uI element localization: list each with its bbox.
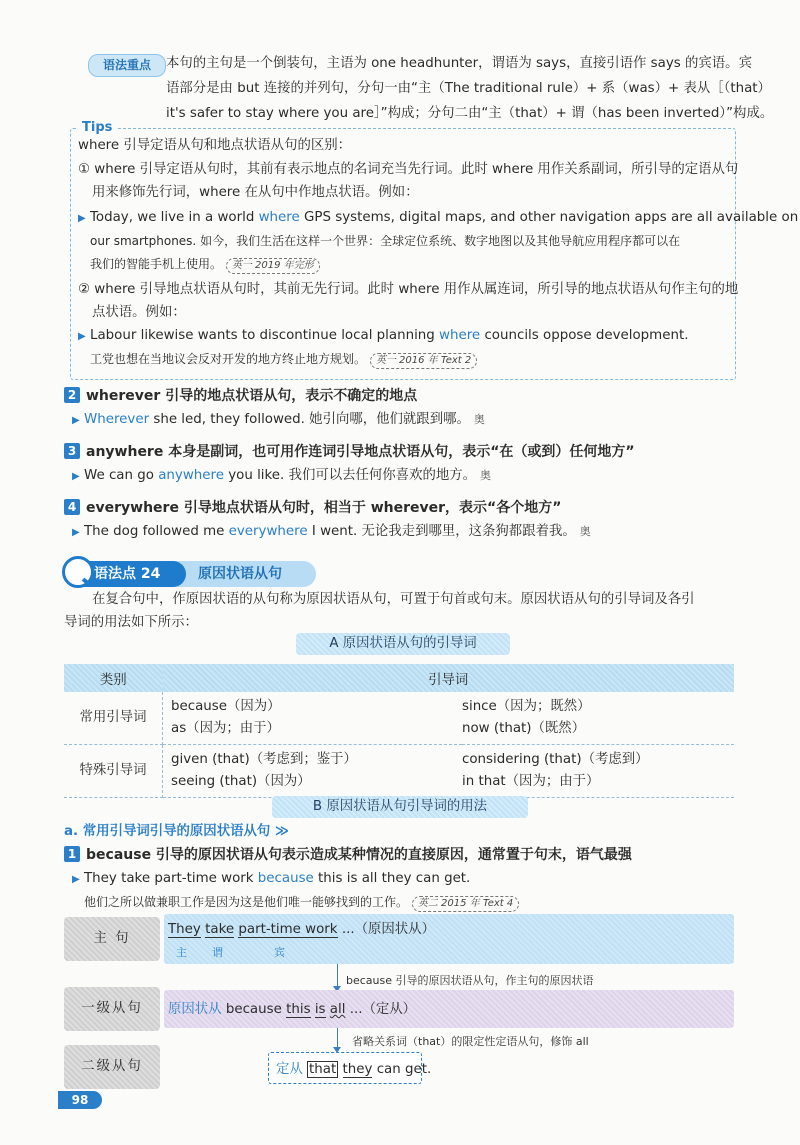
mark-badge: 奥 bbox=[473, 413, 485, 426]
table-row bbox=[64, 692, 734, 745]
keyword: where bbox=[439, 328, 481, 343]
connectives-table bbox=[64, 664, 734, 798]
level2-clause-label: 二级从句 bbox=[64, 1045, 160, 1089]
item-title: everywhere 引导地点状语从句时，相当于 wherever，表示“各个地方” bbox=[86, 500, 562, 516]
example-text: she led, they followed. 她引向哪，他们就跟到哪。 bbox=[149, 412, 470, 427]
tips-line: ① where 引导定语从句时，其前有表示地点的名词充当先行词。此时 where 用作关系副词，所引导的定语从句 bbox=[78, 162, 739, 177]
tips-point-1 bbox=[78, 158, 738, 204]
example-text: this is all they can get. bbox=[313, 871, 471, 886]
example-text: The dog followed me bbox=[84, 524, 229, 539]
table-cell-category: 特殊引导词 bbox=[64, 745, 163, 798]
triangle-bullet-icon: ▶ bbox=[72, 527, 80, 538]
table-row bbox=[64, 745, 734, 798]
item-title: because 引导的原因状语从句表示造成某种情况的直接原因，通常置于句末，语气最强 bbox=[86, 847, 632, 863]
clause-tag: 原因状从 bbox=[168, 1002, 222, 1017]
tips-example-2 bbox=[78, 324, 688, 371]
example-text: We can go bbox=[84, 468, 159, 483]
example-translation: 工党也想在当地议会反对开发的地方终止地方规划。 bbox=[90, 352, 367, 366]
table-title: A 原因状语从句的引导词 bbox=[296, 633, 510, 655]
keyword: anywhere bbox=[158, 468, 224, 483]
level2-clause-text bbox=[276, 1058, 431, 1077]
level1-clause-text bbox=[168, 998, 416, 1017]
connector-line bbox=[337, 964, 338, 988]
tips-point-2 bbox=[78, 278, 738, 324]
item-number: 2 bbox=[64, 387, 80, 403]
section-banner bbox=[64, 561, 316, 587]
example-text: you like. 我们可以去任何你喜欢的地方。 bbox=[223, 468, 477, 483]
table-header-category: 类别 bbox=[64, 664, 163, 692]
triangle-bullet-icon: ▶ bbox=[72, 874, 80, 885]
item-2 bbox=[64, 384, 485, 433]
grammar-focus-line: 语部分是由 but 连接的并列句，分句一由“主（The traditional rule）+ 系（was）+ 表从［（that） bbox=[166, 81, 771, 96]
tips-example-1 bbox=[78, 206, 798, 276]
clause-verb: can get. bbox=[376, 1062, 432, 1077]
role-object: 宾 bbox=[274, 946, 285, 959]
intro-line: 在复合句中，作原因状语的从句称为原因状语从句，可置于句首或句末。原因状语从句的引导词及各引 bbox=[92, 592, 695, 607]
main-subject: They bbox=[168, 922, 201, 937]
example-translation: 我们的智能手机上使用。 bbox=[90, 257, 223, 271]
source-badge: 英一 2019 年完形 bbox=[226, 258, 320, 274]
source-badge: 英二 2015 年 Text 4 bbox=[412, 896, 519, 912]
clause-verb: is bbox=[314, 1002, 326, 1017]
tips-intro: where 引导定语从句和地点状语从句的区别： bbox=[78, 138, 352, 153]
example-text: They take part-time work bbox=[84, 871, 258, 886]
example-text: councils oppose development. bbox=[480, 328, 689, 343]
double-chevron-down-icon: ≫ bbox=[270, 824, 289, 839]
item-title: wherever 引导的地点状语从句，表示不确定的地点 bbox=[86, 388, 418, 404]
table-cell: because（因为） bbox=[171, 699, 281, 714]
role-subject: 主 bbox=[176, 946, 187, 959]
keyword: Wherever bbox=[84, 412, 150, 427]
usage-title: B 原因状语从句引导词的用法 bbox=[272, 796, 528, 818]
table-header-words: 引导词 bbox=[163, 664, 735, 692]
grammar-focus-tag: 语法重点 bbox=[88, 54, 166, 77]
item-number: 1 bbox=[64, 846, 80, 862]
triangle-bullet-icon: ▶ bbox=[72, 415, 80, 426]
diagram-note: 省略关系词（that）的限定性定语从句，修饰 all bbox=[352, 1035, 589, 1048]
usage-sub-a bbox=[64, 822, 289, 842]
table-cell: since（因为；既然） bbox=[462, 699, 591, 714]
page-number: 98 bbox=[58, 1091, 102, 1109]
tips-line: ② where 引导地点状语从句时，其前无先行词。此时 where 用作从属连词，所引导的地点状语从句作主句的地 bbox=[78, 282, 739, 297]
table-cell: as（因为；由于） bbox=[171, 721, 280, 736]
item-4 bbox=[64, 496, 591, 545]
mark-badge: 奥 bbox=[579, 525, 591, 538]
keyword: where bbox=[258, 210, 300, 225]
table-cell-category: 常用引导词 bbox=[64, 692, 163, 745]
mark-badge: 奥 bbox=[480, 469, 492, 482]
example-text: I went. 无论我走到哪里，这条狗都跟着我。 bbox=[307, 524, 576, 539]
connective: because bbox=[225, 1002, 282, 1017]
usage-sub-a-text: a. 常用引导词引导的原因状语从句 bbox=[64, 824, 271, 839]
example-text: GPS systems, digital maps, and other navigation apps are all available on bbox=[299, 210, 799, 225]
example-translation: our smartphones. 如今，我们生活在这样一个世界：全球定位系统、数字地图以及其他导航应用程序都可以在 bbox=[90, 234, 681, 248]
item-3 bbox=[64, 440, 635, 489]
clause-tag: 定从 bbox=[276, 1062, 303, 1077]
grammar-focus-text bbox=[166, 51, 773, 126]
keyword: everywhere bbox=[228, 524, 308, 539]
item-number: 4 bbox=[64, 499, 80, 515]
tips-label: Tips bbox=[78, 120, 116, 136]
section-title: 语法点 24 bbox=[64, 561, 186, 587]
main-object: part-time work bbox=[238, 922, 338, 937]
grammar-focus-line: it's safer to stay where you are］”构成；分句二由“主（that）+ 谓（has been inverted）”构成。 bbox=[166, 106, 774, 121]
item-title: anywhere 本身是副词，也可用作连词引导地点状语从句，表示“在（或到）任何地方” bbox=[86, 444, 635, 460]
source-badge: 英一 2016 年 Text 2 bbox=[370, 353, 477, 369]
table-cell: given (that)（考虑到；鉴于） bbox=[171, 752, 357, 767]
clause-tail: ...（定从） bbox=[349, 1002, 417, 1017]
clause-subject: they bbox=[342, 1062, 373, 1077]
tips-line: 用来修饰先行词，where 在从句中作地点状语。例如： bbox=[92, 185, 419, 200]
item-number: 3 bbox=[64, 443, 80, 459]
triangle-bullet-icon: ▶ bbox=[78, 213, 86, 224]
main-tail: ...（原因状从） bbox=[341, 922, 435, 937]
usage-item-1 bbox=[64, 843, 632, 912]
intro-line: 导词的用法如下所示： bbox=[64, 615, 198, 630]
table-cell: considering (that)（考虑到） bbox=[462, 752, 649, 767]
table-cell: seeing (that)（因为） bbox=[171, 774, 311, 789]
tips-line: 点状语。例如： bbox=[92, 305, 186, 320]
section-subtitle: 原因状语从句 bbox=[198, 566, 282, 582]
example-translation: 他们之所以做兼职工作是因为这是他们唯一能够找到的工作。 bbox=[84, 895, 409, 909]
table-cell: in that（因为；由于） bbox=[462, 774, 600, 789]
diagram-note: because 引导的原因状语从句，作主句的原因状语 bbox=[346, 974, 594, 987]
triangle-bullet-icon: ▶ bbox=[72, 471, 80, 482]
grammar-focus-line: 本句的主句是一个倒装句，主语为 one headhunter，谓语为 says，直接引语作 says 的宾语。宾 bbox=[166, 56, 752, 71]
table-cell: now (that)（既然） bbox=[462, 721, 586, 736]
example-text: Labour likewise wants to discontinue local planning bbox=[90, 328, 440, 343]
clause-subject: this bbox=[286, 1002, 311, 1017]
relative-word: that bbox=[309, 1062, 337, 1077]
keyword: because bbox=[257, 871, 314, 886]
main-verb: take bbox=[205, 922, 235, 937]
example-text: Today, we live in a world bbox=[90, 210, 259, 225]
main-clause-text bbox=[168, 918, 435, 937]
section-intro bbox=[64, 588, 695, 634]
main-clause-label: 主 句 bbox=[64, 917, 160, 961]
level1-clause-label: 一级从句 bbox=[64, 987, 160, 1031]
clause-predicative: all bbox=[329, 1002, 346, 1017]
role-verb: 谓 bbox=[212, 946, 223, 959]
triangle-bullet-icon: ▶ bbox=[78, 331, 86, 342]
